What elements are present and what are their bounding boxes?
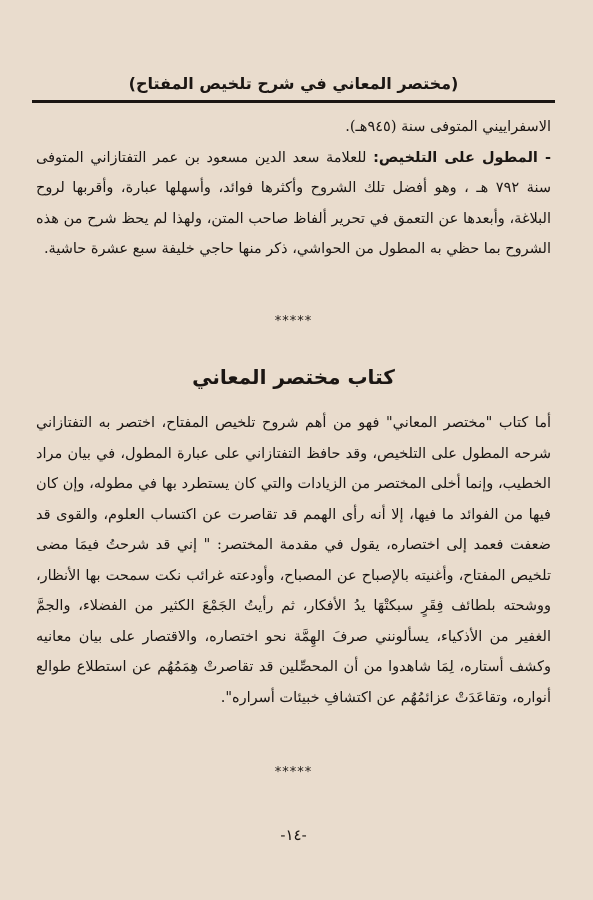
- separator-stars-bottom: *****: [274, 765, 313, 780]
- separator-stars: *****: [274, 314, 313, 329]
- paragraph-mutawwal-body: [36, 143, 551, 265]
- paragraph-mukhtasar-body: أما كتاب "مختصر المعاني" فهو من أهم شروح تلخيص المفتاح، اختصر به التفتازاني شرحه المطول على التلخيص، وقد حافظ التفتازاني على عبارة المطول، في بيان مراد الخطيب، وإنما أخلى المختصر من الزيادات والتي كان يستطرد بها في مطوله، وإن كان فيها من الفوائد ما فيها، إلا أنه رأى الهمم قد تقاصرت عن اكتساب العلوم، والقوى قد ضعفت فعمد إلى اختصاره، يقول في مقدمة المختصر: " إني قد شرحتُ فيمَا مضى تلخيص المفتاح، وأغنيته بالإصباح عن المصباح، وأودعته غرائب نكت سمحت بها الأنظار، ووشحته بلطائف فِقَرٍ سبكتْهَا يدُ الأفكار، ثم رأيتُ الجَمْعَ الكثير من الفضلاء، والجمَّ الغفير من الأذكياء، يسألونني صرفَ الهِمَّة نحو اختصاره، والاقتصار على بيان معانيه وكشف أستاره، لِمَا شاهدوا من أن المحصِّلين قد تقاصرتْ هِمَمُهُم عن استطلاع طوالع أنواره، وتقاعَدَتْ عزائمُهُم عن اكتشافِ خبيئات أسراره".: [36, 415, 551, 706]
- mutawwal-description: للعلامة سعد الدين مسعود بن عمر التفتازاني المتوفى سنة ٧٩٢ هـ ، وهو أفضل تلك الشروح وأكثرها فوائد، وأسهلها عبارة، وأقربها لروح البلاغة، وأبعدها عن التعمق في تحرير ألفاظ صاحب المتن، ولهذا لم يحظ شرح من هذه الشروح بما حظي به المطول من الحواشي، ذكر منها حاجي خليفة سبع عشرة حاشية.: [36, 149, 551, 257]
- paragraph-mukhtasar: [36, 408, 551, 713]
- paragraph-intro-line: الاسفراييني المتوفى سنة (٩٤٥هـ).: [345, 119, 551, 135]
- header-rule: [32, 100, 555, 103]
- running-head: (مختصر المعاني في شرح تلخيص المفتاح): [128, 74, 459, 93]
- paragraph-mutawwal: [36, 112, 551, 265]
- page-number: -١٤-: [280, 826, 307, 844]
- section-heading: كتاب مختصر المعاني: [192, 365, 395, 389]
- term-mutawwal: - المطول على التلخيص:: [373, 149, 551, 166]
